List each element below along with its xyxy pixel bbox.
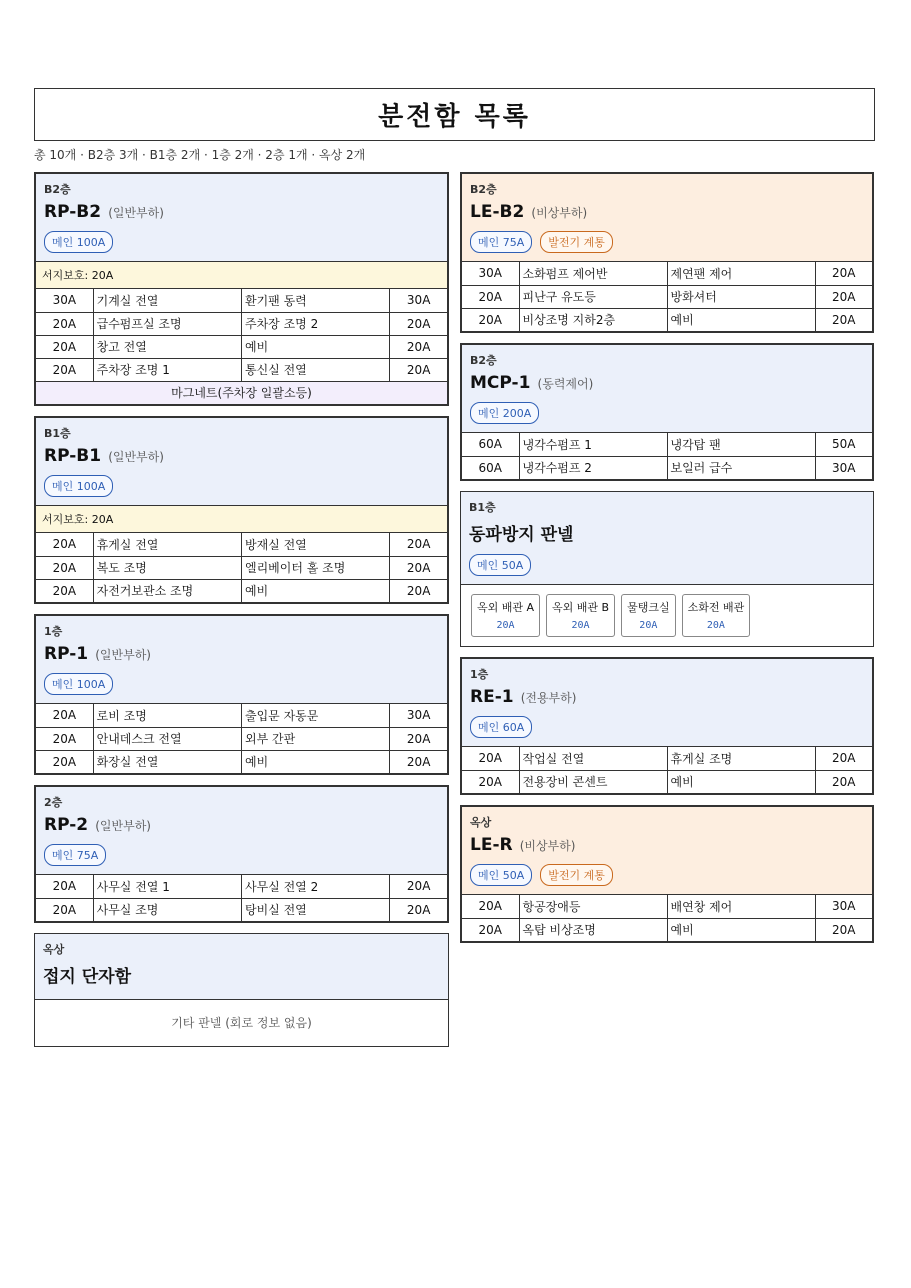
panel-floor: 옥상: [43, 943, 65, 956]
panel-name: RP-B1: [44, 446, 102, 466]
table-row: [462, 285, 872, 308]
right-amp: 20A: [815, 262, 872, 285]
circuit-table: [462, 262, 872, 331]
table-row: [462, 262, 872, 285]
panel-type: (일반부하): [95, 819, 151, 833]
magnet-contactor-note: 마그네트(주차장 일괄소등): [36, 381, 447, 404]
panel-header: [36, 787, 447, 875]
heater-circuit-list: [461, 585, 873, 646]
table-row: [462, 308, 872, 331]
panel-floor: 1층: [44, 625, 63, 638]
right-circuit: 방화셔터: [667, 285, 815, 308]
panel-mcp-1[interactable]: [460, 343, 874, 481]
left-circuit: 전용장비 콘센트: [519, 770, 667, 793]
panel-name: RP-1: [44, 644, 89, 664]
chip-name: 옥외 배관 B: [552, 601, 610, 614]
circuit-table: [462, 433, 872, 479]
page-title: 분전함 목록: [378, 102, 531, 132]
left-circuit: 휴게실 전열: [93, 533, 241, 556]
panel-le-r[interactable]: [460, 805, 874, 943]
panel-name: RP-B2: [44, 202, 102, 222]
panel-floor: B2층: [44, 183, 71, 196]
panel-floor: 1층: [470, 668, 489, 681]
panel-name: RP-2: [44, 815, 89, 835]
left-circuit: 사무실 조명: [93, 898, 241, 921]
right-circuit: 사무실 전열 2: [241, 875, 389, 898]
left-amp: 20A: [36, 312, 93, 335]
table-row: [462, 433, 872, 456]
right-amp: 20A: [390, 533, 447, 556]
right-amp: 20A: [815, 308, 872, 331]
left-amp: 60A: [462, 433, 519, 456]
right-circuit: 제연팬 제어: [667, 262, 815, 285]
panel-rp-1[interactable]: [34, 614, 449, 775]
right-column: [460, 172, 874, 953]
heater-circuit-chip[interactable]: [621, 594, 676, 637]
left-amp: 20A: [36, 579, 93, 602]
right-amp: 30A: [390, 289, 447, 312]
left-amp: 20A: [36, 556, 93, 579]
panel-floor: B1층: [44, 427, 71, 440]
left-circuit: 사무실 전열 1: [93, 875, 241, 898]
left-amp: 20A: [36, 898, 93, 921]
heater-circuit-chip[interactable]: [471, 594, 540, 637]
panel-header: [462, 345, 872, 433]
main-breaker-badge: 메인 100A: [44, 475, 113, 497]
left-amp: 20A: [462, 285, 519, 308]
panel-name: RE-1: [470, 687, 514, 707]
panel-header: [35, 934, 448, 1000]
left-circuit: 소화펌프 제어반: [519, 262, 667, 285]
chip-name: 물탱크실: [627, 601, 670, 614]
panel-header: [36, 174, 447, 262]
table-row: [462, 456, 872, 479]
right-circuit: 엘리베이터 홀 조명: [241, 556, 389, 579]
panel-floor: B1층: [469, 501, 496, 514]
right-amp: 20A: [815, 747, 872, 770]
table-row: [36, 727, 447, 750]
main-breaker-badge: 메인 75A: [470, 231, 532, 253]
chip-amp: 20A: [571, 620, 590, 631]
right-amp: 20A: [390, 750, 447, 773]
right-amp: 30A: [815, 895, 872, 918]
right-circuit: 환기팬 동력: [241, 289, 389, 312]
panel-type: (일반부하): [108, 206, 164, 220]
left-circuit: 냉각수펌프 1: [519, 433, 667, 456]
left-circuit: 안내데스크 전열: [93, 727, 241, 750]
circuit-table: [462, 895, 872, 941]
title-box: [34, 88, 875, 141]
table-row: [36, 358, 447, 381]
right-circuit: 냉각탑 팬: [667, 433, 815, 456]
panel-type: (비상부하): [531, 206, 588, 220]
main-breaker-badge: 메인 100A: [44, 231, 113, 253]
chip-amp: 20A: [639, 620, 658, 631]
table-row: [36, 898, 447, 921]
left-circuit: 기계실 전열: [93, 289, 241, 312]
left-amp: 20A: [462, 770, 519, 793]
right-circuit: 주차장 조명 2: [241, 312, 389, 335]
left-circuit: 비상조명 지하2층: [519, 308, 667, 331]
table-row: [36, 289, 447, 312]
panel-name: 동파방지 판넬: [469, 525, 574, 545]
panel-header: [36, 616, 447, 704]
right-circuit: 예비: [667, 308, 815, 331]
table-row: [462, 895, 872, 918]
no-circuit-info: 기타 판넬 (회로 정보 없음): [171, 1016, 312, 1030]
main-breaker-badge: 메인 200A: [470, 402, 539, 424]
right-circuit: 출입문 자동문: [241, 704, 389, 727]
left-amp: 20A: [36, 533, 93, 556]
panel-floor: 옥상: [470, 816, 492, 829]
table-row: [462, 747, 872, 770]
panel-ground-terminal[interactable]: [34, 933, 449, 1047]
panel-rp-b2[interactable]: [34, 172, 449, 406]
right-amp: 30A: [390, 704, 447, 727]
panel-type: (일반부하): [108, 450, 164, 464]
circuit-table: [462, 747, 872, 793]
main-breaker-badge: 메인 60A: [470, 716, 532, 738]
panel-header: [36, 418, 447, 506]
left-amp: 30A: [462, 262, 519, 285]
left-amp: 20A: [36, 704, 93, 727]
panel-re-1[interactable]: [460, 657, 874, 795]
panel-header: [462, 174, 872, 262]
left-circuit: 피난구 유도등: [519, 285, 667, 308]
table-row: [36, 579, 447, 602]
panel-floor: B2층: [470, 354, 497, 367]
chip-amp: 20A: [706, 620, 725, 631]
left-circuit: 자전거보관소 조명: [93, 579, 241, 602]
right-circuit: 방재실 전열: [241, 533, 389, 556]
left-amp: 20A: [462, 918, 519, 941]
left-circuit: 급수펌프실 조명: [93, 312, 241, 335]
table-row: [36, 556, 447, 579]
right-circuit: 휴게실 조명: [667, 747, 815, 770]
chip-amp: 20A: [496, 620, 515, 631]
right-amp: 20A: [390, 358, 447, 381]
surge-protection-note: 서지보호: 20A: [36, 506, 447, 533]
table-row: [36, 704, 447, 727]
left-amp: 20A: [36, 727, 93, 750]
left-circuit: 창고 전열: [93, 335, 241, 358]
heater-circuit-chip[interactable]: [546, 594, 615, 637]
table-row: [36, 875, 447, 898]
right-circuit: 예비: [241, 750, 389, 773]
right-circuit: 보일러 급수: [667, 456, 815, 479]
right-circuit: 외부 간판: [241, 727, 389, 750]
main-breaker-badge: 메인 100A: [44, 673, 113, 695]
left-circuit: 복도 조명: [93, 556, 241, 579]
left-amp: 20A: [36, 335, 93, 358]
surge-protection-note: 서지보호: 20A: [36, 262, 447, 289]
panel-rp-b1[interactable]: [34, 416, 449, 604]
left-amp: 20A: [36, 875, 93, 898]
chip-name: 옥외 배관 A: [477, 601, 535, 614]
table-row: [462, 770, 872, 793]
right-circuit: 탕비실 전열: [241, 898, 389, 921]
panel-type: (일반부하): [95, 648, 151, 662]
right-circuit: 배연창 제어: [667, 895, 815, 918]
summary-text: 총 10개 · B2층 3개 · B1층 2개 · 1층 2개 · 2층 1개 · 옥상 2개: [34, 148, 366, 162]
right-amp: 20A: [390, 898, 447, 921]
left-circuit: 화장실 전열: [93, 750, 241, 773]
panel-header: [462, 659, 872, 747]
right-amp: 20A: [390, 727, 447, 750]
right-circuit: 예비: [241, 335, 389, 358]
panel-name: LE-B2: [470, 202, 525, 222]
right-amp: 20A: [390, 312, 447, 335]
left-column: [34, 172, 449, 1057]
panel-type: (전용부하): [520, 691, 577, 705]
right-amp: 20A: [815, 770, 872, 793]
right-amp: 20A: [815, 285, 872, 308]
left-circuit: 작업실 전열: [519, 747, 667, 770]
main-breaker-badge: 메인 75A: [44, 844, 106, 866]
panel-le-b2[interactable]: [460, 172, 874, 333]
left-amp: 20A: [36, 750, 93, 773]
main-breaker-badge: 메인 50A: [470, 864, 532, 886]
table-row: [462, 918, 872, 941]
right-amp: 50A: [815, 433, 872, 456]
left-circuit: 로비 조명: [93, 704, 241, 727]
panel-freeze-protection[interactable]: [460, 491, 874, 647]
right-amp: 20A: [390, 335, 447, 358]
panel-type: (비상부하): [519, 839, 576, 853]
circuit-table: [36, 704, 447, 773]
table-row: [36, 533, 447, 556]
table-row: [36, 335, 447, 358]
right-amp: 20A: [815, 918, 872, 941]
right-amp: 20A: [390, 875, 447, 898]
table-row: [36, 750, 447, 773]
right-circuit: 통신실 전열: [241, 358, 389, 381]
circuit-table: [36, 289, 447, 381]
right-circuit: 예비: [667, 918, 815, 941]
right-circuit: 예비: [241, 579, 389, 602]
panel-rp-2[interactable]: [34, 785, 449, 923]
left-amp: 20A: [462, 895, 519, 918]
left-amp: 60A: [462, 456, 519, 479]
table-row: [36, 312, 447, 335]
panel-name: 접지 단자함: [43, 967, 132, 987]
panel-header: [461, 492, 873, 585]
panel-header: [462, 807, 872, 895]
heater-circuit-chip[interactable]: [682, 594, 751, 637]
circuit-table: [36, 875, 447, 921]
circuit-table: [36, 533, 447, 602]
panel-name: LE-R: [470, 835, 513, 855]
left-circuit: 옥탑 비상조명: [519, 918, 667, 941]
left-amp: 30A: [36, 289, 93, 312]
right-amp: 20A: [390, 556, 447, 579]
left-circuit: 항공장애등: [519, 895, 667, 918]
left-amp: 20A: [462, 308, 519, 331]
left-amp: 20A: [36, 358, 93, 381]
panel-type: (동력제어): [537, 377, 594, 391]
panel-floor: 2층: [44, 796, 63, 809]
main-breaker-badge: 메인 50A: [469, 554, 531, 576]
left-circuit: 냉각수펌프 2: [519, 456, 667, 479]
right-circuit: 예비: [667, 770, 815, 793]
generator-badge: 발전기 계통: [540, 864, 613, 886]
right-amp: 20A: [390, 579, 447, 602]
generator-badge: 발전기 계통: [540, 231, 613, 253]
left-circuit: 주차장 조명 1: [93, 358, 241, 381]
chip-name: 소화전 배관: [687, 601, 745, 614]
panel-name: MCP-1: [470, 373, 531, 393]
right-amp: 30A: [815, 456, 872, 479]
panel-floor: B2층: [470, 183, 497, 196]
left-amp: 20A: [462, 747, 519, 770]
